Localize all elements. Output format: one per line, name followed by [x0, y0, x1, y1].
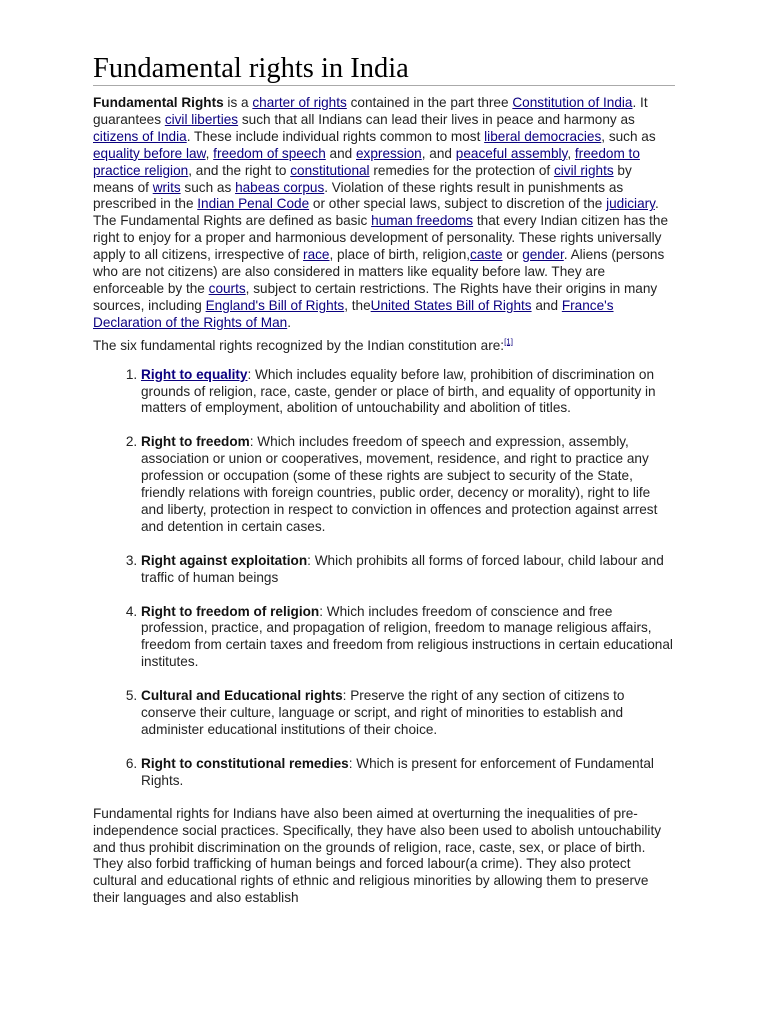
- right-title: [141, 367, 247, 382]
- right-title: Cultural and Educational rights: [141, 688, 343, 704]
- right-list-item: [141, 604, 676, 672]
- right-description: : Which includes equality before law, prohibition of discrimination on grounds of religion, race, caste, gender or place of birth, and equality of opportunity in matters of employment, abolition of untouchability and abolition of titles.: [141, 366, 656, 416]
- intro-text: ,: [567, 145, 575, 161]
- intro-link[interactable]: race: [303, 247, 330, 263]
- intro-link[interactable]: judiciary: [606, 196, 655, 212]
- intro-text: .: [287, 314, 291, 330]
- intro-link[interactable]: England's Bill of Rights: [205, 297, 345, 313]
- intro-link[interactable]: equality before law: [93, 145, 206, 161]
- intro-text: , the: [344, 297, 371, 313]
- intro-link[interactable]: freedom to practice religion: [93, 145, 640, 178]
- intro-bold-term: Fundamental Rights: [93, 95, 224, 110]
- right-description: : Which includes freedom of conscience and free profession, practice, and propagation of religion, freedom to manage religious affairs, freedom from certain taxes and freedom from religious instructions in certain educational institutes.: [141, 603, 673, 670]
- right-title-link[interactable]: Right to equality: [141, 366, 248, 382]
- right-description: : Which prohibits all forms of forced labour, child labour and traffic of human beings: [141, 552, 664, 585]
- right-list-item: [141, 553, 676, 587]
- intro-text: . It guarantees: [93, 95, 648, 127]
- intro-link[interactable]: charter of rights: [252, 95, 347, 110]
- intro-link[interactable]: United States Bill of Rights: [370, 297, 532, 313]
- right-description: : Which includes freedom of speech and expression, assembly, association or union or cooperatives, movement, residence, and right to practice any profession or occupation (some of these rights are subject to security of the State, friendly relations with foreign countries, public order, decency or morality), right to life and liberty, protection in respect to conviction in offences and protection against arrest and detention in certain cases.: [141, 434, 658, 534]
- right-title: Right against exploitation: [141, 552, 308, 568]
- intro-text: remedies for the protection of: [369, 162, 554, 178]
- intro-text: ,: [205, 145, 214, 161]
- intro-link[interactable]: civil rights: [553, 162, 614, 178]
- intro-link[interactable]: liberal democracies: [484, 128, 602, 144]
- intro-text: such as: [180, 179, 236, 195]
- intro-text: , subject to certain restrictions. The Rights have their origins in many sources, including: [93, 280, 658, 313]
- intro-text: and: [325, 145, 356, 161]
- intro-text: . Violation of these rights result in punishments as prescribed in the: [93, 179, 624, 212]
- intro-link[interactable]: constitutional: [290, 162, 370, 178]
- intro-link[interactable]: Constitution of India: [512, 95, 633, 110]
- intro-text: or other special laws, subject to discretion of the: [309, 196, 607, 212]
- page-title: Fundamental rights in India: [93, 0, 675, 86]
- intro-link[interactable]: citizens of India: [93, 128, 187, 144]
- intro-link[interactable]: gender: [522, 247, 564, 263]
- intro-text: , place of birth, religion,: [329, 247, 471, 263]
- intro-text: , and the right to: [188, 162, 291, 178]
- intro-text: . These include individual rights common to most: [186, 128, 485, 144]
- intro-link[interactable]: habeas corpus: [235, 179, 325, 195]
- six-rights-intro: [93, 338, 676, 355]
- intro-text: . The Fundamental Rights are defined as basic: [93, 196, 659, 229]
- intro-link[interactable]: expression: [356, 145, 422, 161]
- rights-list: [93, 367, 676, 790]
- intro-paragraph: [93, 95, 676, 332]
- intro-link[interactable]: civil liberties: [164, 111, 239, 127]
- closing-paragraph: Fundamental rights for Indians have also been aimed at overturning the inequalities of pre-independence social practices. Specifically, they have also been used to abolish untouchability and thus prohibit discrimination on the grounds of religion, race, caste, sex, or place of birth. They also forbid trafficking of human beings and forced labour(a crime). They also protect cultural and educational rights of ethnic and religious minorities by allowing them to preserve their languages and also establish: [93, 805, 662, 906]
- intro-text: by means of: [93, 162, 632, 195]
- intro-text: and: [531, 297, 562, 313]
- intro-link[interactable]: human freedoms: [371, 213, 474, 229]
- reference-link[interactable]: [1]: [504, 337, 513, 347]
- intro-link[interactable]: courts: [208, 280, 246, 296]
- right-description: : Preserve the right of any section of citizens to conserve their culture, language or script, and right of minorities to establish and administer educational institutions of their choice.: [141, 688, 625, 737]
- intro-link[interactable]: freedom of speech: [213, 145, 326, 161]
- intro-text: . Aliens (persons who are not citizens) are also considered in matters like equality before law. They are enforceable by the: [93, 247, 665, 296]
- right-title: Right to freedom: [141, 434, 250, 450]
- right-list-item: [141, 434, 676, 535]
- right-title: Right to freedom of religion: [141, 603, 320, 619]
- six-rights-intro-text: The six fundamental rights recognized by the Indian constitution are:: [93, 337, 505, 353]
- intro-link[interactable]: writs: [152, 179, 181, 195]
- intro-link[interactable]: caste: [470, 247, 503, 263]
- intro-text: , and: [421, 145, 456, 161]
- right-title: Right to constitutional remedies: [141, 755, 349, 771]
- right-list-item: [141, 756, 676, 790]
- intro-text: contained in the part three: [346, 95, 513, 110]
- intro-link[interactable]: France's Declaration of the Rights of Man: [93, 297, 614, 330]
- intro-text: or: [502, 247, 523, 263]
- intro-link[interactable]: Indian Penal Code: [197, 196, 310, 212]
- right-description: : Which is present for enforcement of Fundamental Rights.: [141, 755, 654, 788]
- right-list-item: [141, 367, 676, 418]
- intro-text: such that all Indians can lead their lives in peace and harmony as: [238, 111, 635, 127]
- intro-text: , such as: [601, 128, 656, 144]
- intro-link[interactable]: peaceful assembly: [455, 145, 568, 161]
- intro-text: that every Indian citizen has the right to enjoy for a proper and harmonious development of personality. These rights universally apply to all citizens, irrespective of: [93, 213, 669, 263]
- right-list-item: [141, 688, 676, 739]
- intro-text: is a: [223, 95, 253, 110]
